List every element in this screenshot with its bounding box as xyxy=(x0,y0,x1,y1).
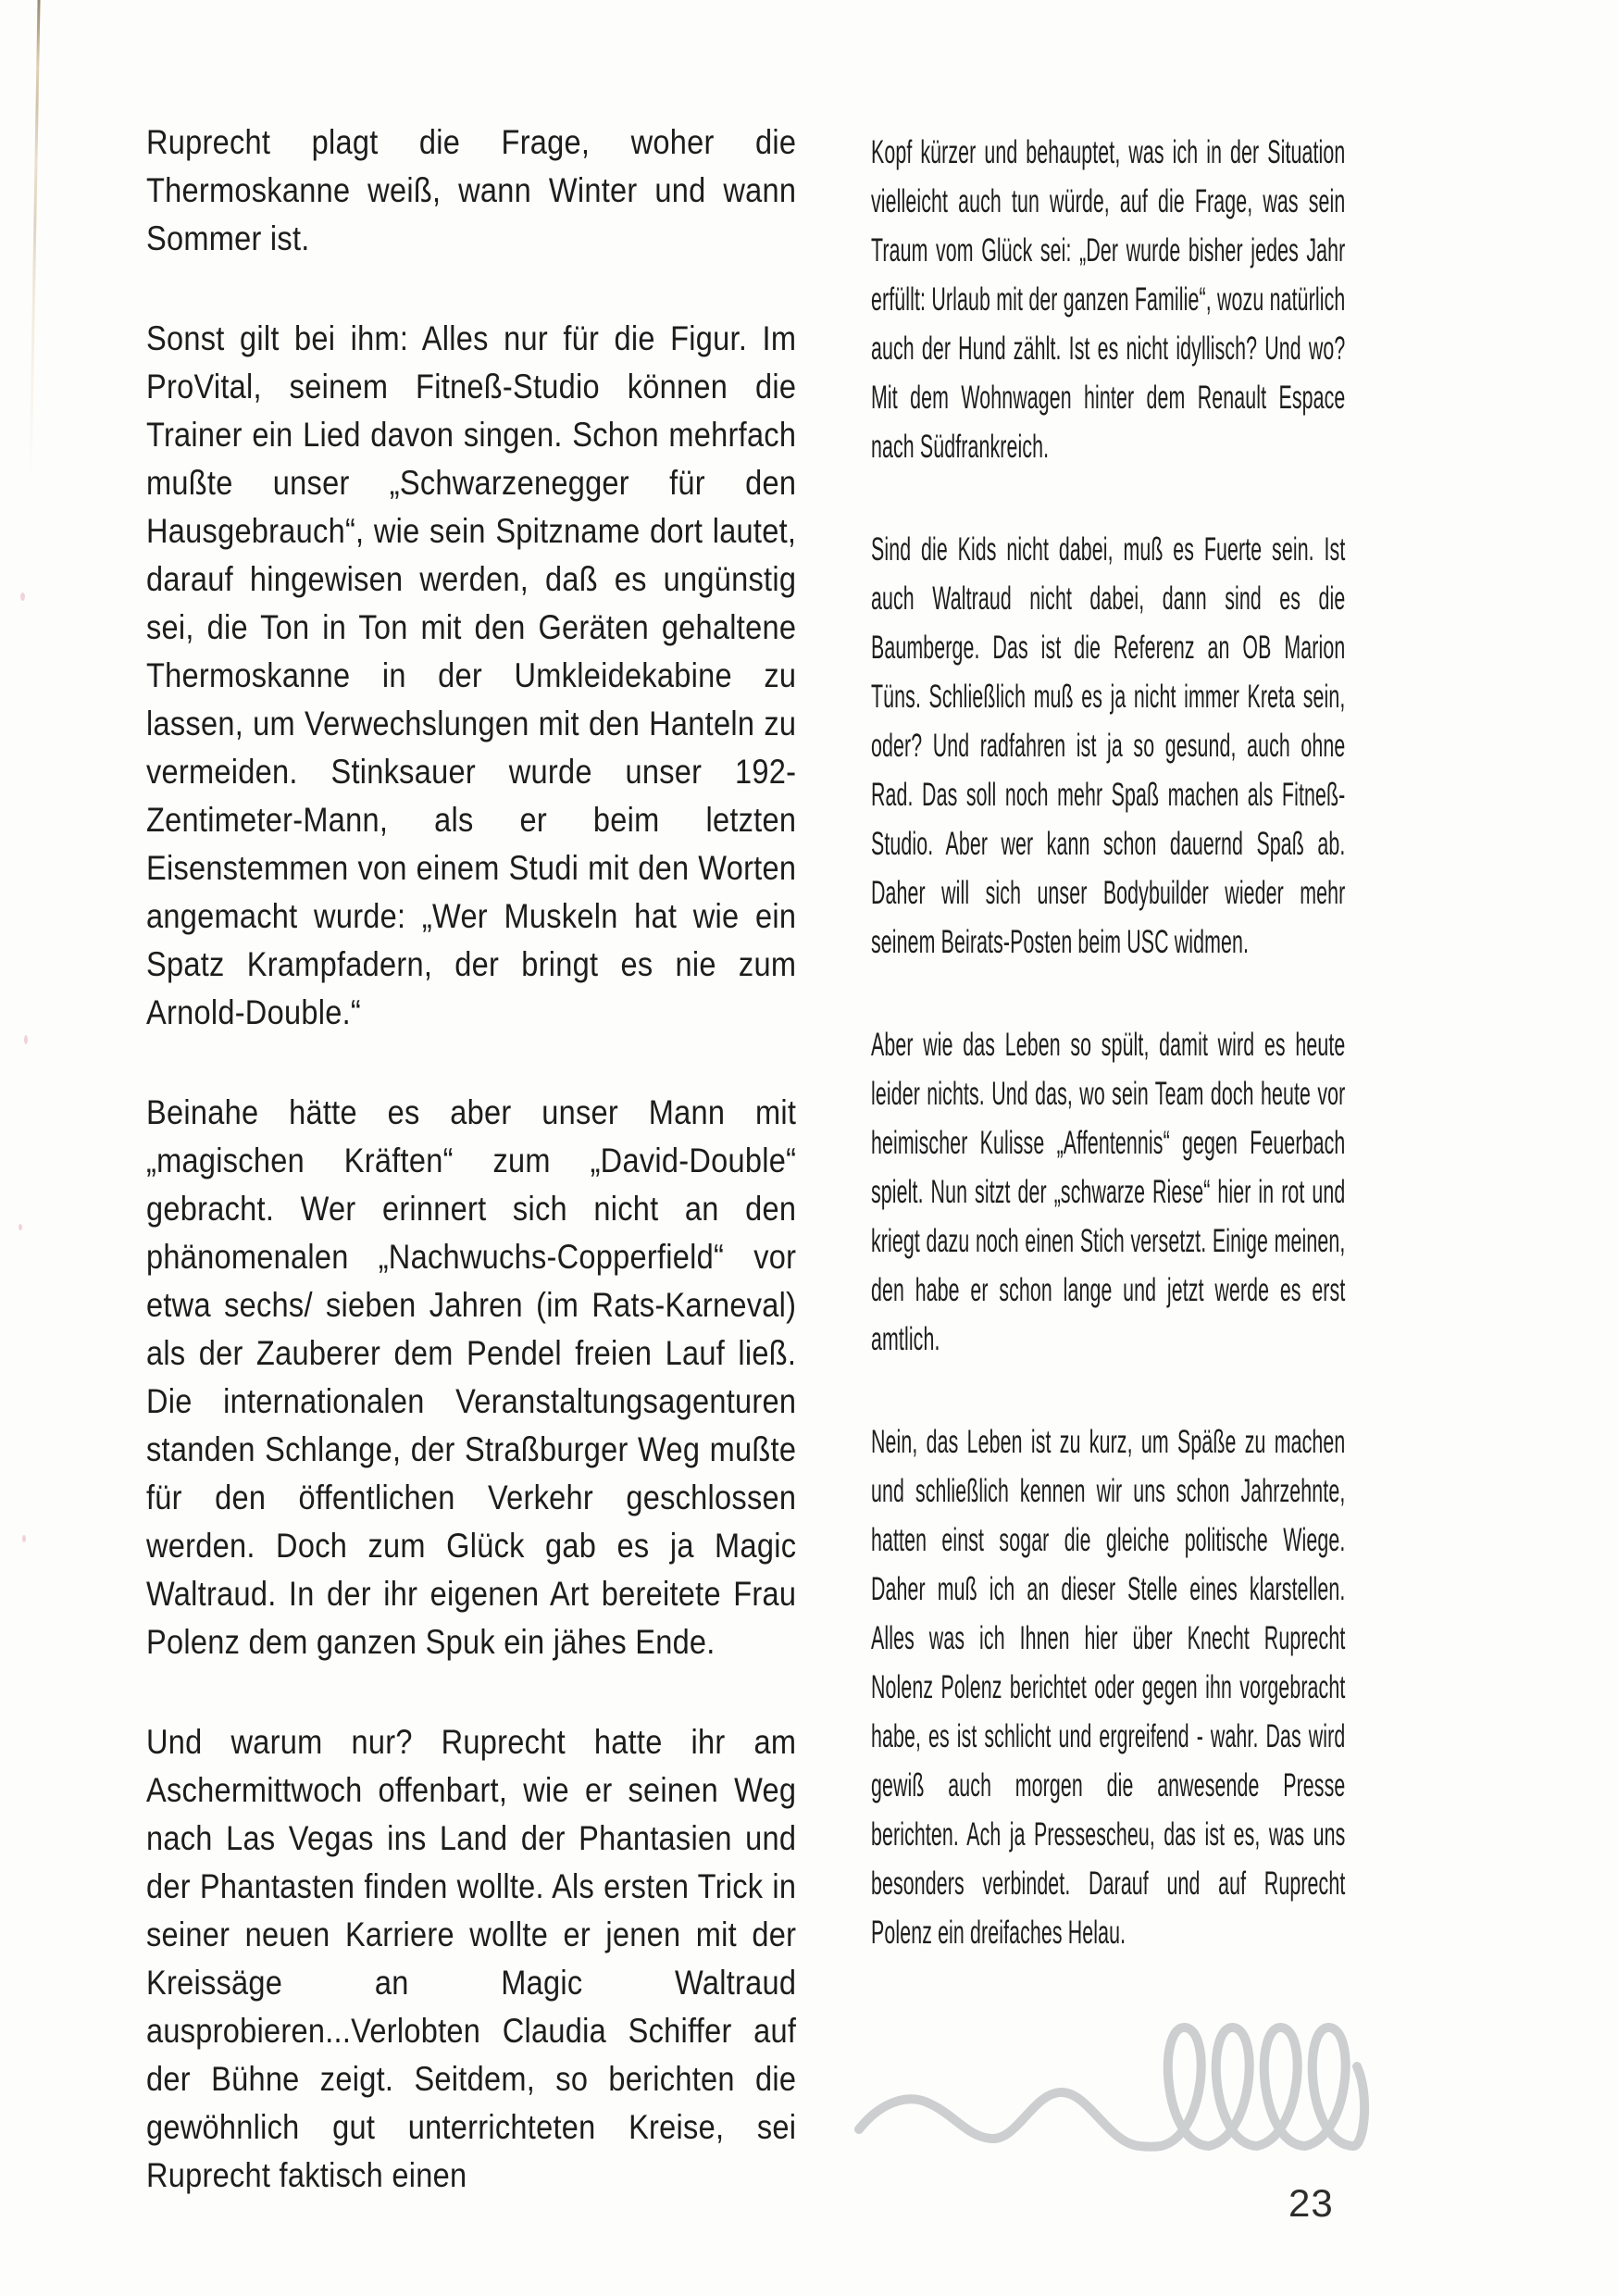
scan-speck-artifact xyxy=(20,593,25,601)
page-number: 23 xyxy=(1288,2181,1334,2225)
paragraph: Aber wie das Leben so spült, damit wird es heute leider nichts. Und das, wo sein Team doch heute vor heimischer Kulisse „Affentennis“ gegen Feuerbach spielt. Nun sitzt der „schwarze Riese“ hier in rot und kriegt dazu noch einen Stich versetzt. Einige meinen, den habe er schon lange und jetzt werde es erst amtlich. xyxy=(871,1027,1346,1357)
paragraph: Nein, das Leben ist zu kurz, um Späße zu machen und schließlich kennen wir uns schon Jahrzehnte, hatten einst sogar die gleiche politische Wiege. Daher muß ich an dieser Stelle eines klarstellen. Alles was ich Ihnen hier über Knecht Ruprecht Nolenz Polenz berichtet oder gegen ihn vorgebracht habe, es ist schlicht und ergreifend - wahr. Das wird gewiß auch morgen die anwesende Presse berichten. Ach ja Pressescheu, das ist es, was uns besonders verbindet. Darauf und auf Ruprecht Polenz ein dreifaches Helau. xyxy=(871,1424,1346,1951)
scan-speck-artifact xyxy=(19,1224,22,1230)
squiggle-path xyxy=(859,2028,1364,2147)
scan-speck-artifact xyxy=(24,1035,28,1044)
paragraph: Beinahe hätte es aber unser Mann mit „magischen Kräften“ zum „David-Double“ gebracht. Wer erinnert sich nicht an den phänomenalen „Nachwuchs-Copperfield“ vor etwa sechs/ sieben Jahren (im Rats-Karneval) als der Zauberer dem Pendel freien Lauf ließ. Die internationalen Veranstaltungsagenturen standen Schlange, der Straßburger Weg mußte für den öffentlichen Verkehr geschlossen werden. Doch zum Glück gab es ja Magic Waltraud. In der ihr eigenen Art bereitete Frau Polenz dem ganzen Spuk ein jähes Ende. xyxy=(146,1093,797,1661)
scan-speck-artifact xyxy=(22,1535,26,1542)
scan-crease-artifact xyxy=(29,0,40,481)
paragraph: Und warum nur? Ruprecht hatte ihr am Aschermittwoch offenbart, wie er seinen Weg nach Las Vegas ins Land der Phantasien und der Phantasten finden wollte. Als ersten Trick in seiner neuen Karriere wollte er jenen mit der Kreissäge an Magic Waltraud ausprobieren...Verlobten Claudia Schiffer auf der Bühne zeigt. Seitdem, so berichten die gewöhnlich gut unterrichteten Kreise, sei Ruprecht faktisch einen xyxy=(146,1723,797,2194)
paragraph: Sind die Kids nicht dabei, muß es Fuerte sein. Ist auch Waltraud nicht dabei, dann sind es die Baumberge. Das ist die Referenz an OB Marion Tüns. Schließlich muß es ja nicht immer Kreta sein, oder? Und radfahren ist ja so gesund, auch ohne Rad. Das soll noch mehr Spaß machen als Fitneß-Studio. Aber wer kann schon dauernd Spaß ab. Daher will sich unser Bodybuilder wieder mehr seinem Beirats-Posten beim USC widmen. xyxy=(871,531,1346,960)
right-column xyxy=(871,128,1347,1957)
paragraph: Sonst gilt bei ihm: Alles nur für die Figur. Im ProVital, seinem Fitneß-Studio können die Trainer ein Lied davon singen. Schon mehrfach mußte unser „Schwarzenegger für den Hausgebrauch“, wie sein Spitzname dort lautet, darauf hingewisen werden, daß es ungünstig sei, die Ton in Ton mit den Geräten gehaltene Thermoskanne in der Umkleidekabine zu lassen, um Verwechslungen mit den Hanteln zu vermeiden. Stinksauer wurde unser 192-Zentimeter-Mann, als er beim letzten Eisenstemmen von einem Studi mit den Worten angemacht wurde: „Wer Muskeln hat wie ein Spatz Krampfadern, der bringt es nie zum Arnold-Double.“ xyxy=(146,319,797,1031)
paragraph: Kopf kürzer und behauptet, was ich in der Situation vielleicht auch tun würde, auf die Frage, was sein Traum vom Glück sei: „Der wurde bisher jedes Jahr erfüllt: Urlaub mit der ganzen Familie“, wozu natürlich auch der Hund zählt. Ist es nicht idyllisch? Und wo? Mit dem Wohnwagen hinter dem Renault Espace nach Südfrankreich. xyxy=(871,134,1346,465)
squiggle-doodle xyxy=(831,1998,1387,2211)
left-column xyxy=(146,119,796,2200)
paragraph: Ruprecht plagt die Frage, woher die Thermoskanne weiß, wann Winter und wann Sommer ist. xyxy=(146,123,797,257)
